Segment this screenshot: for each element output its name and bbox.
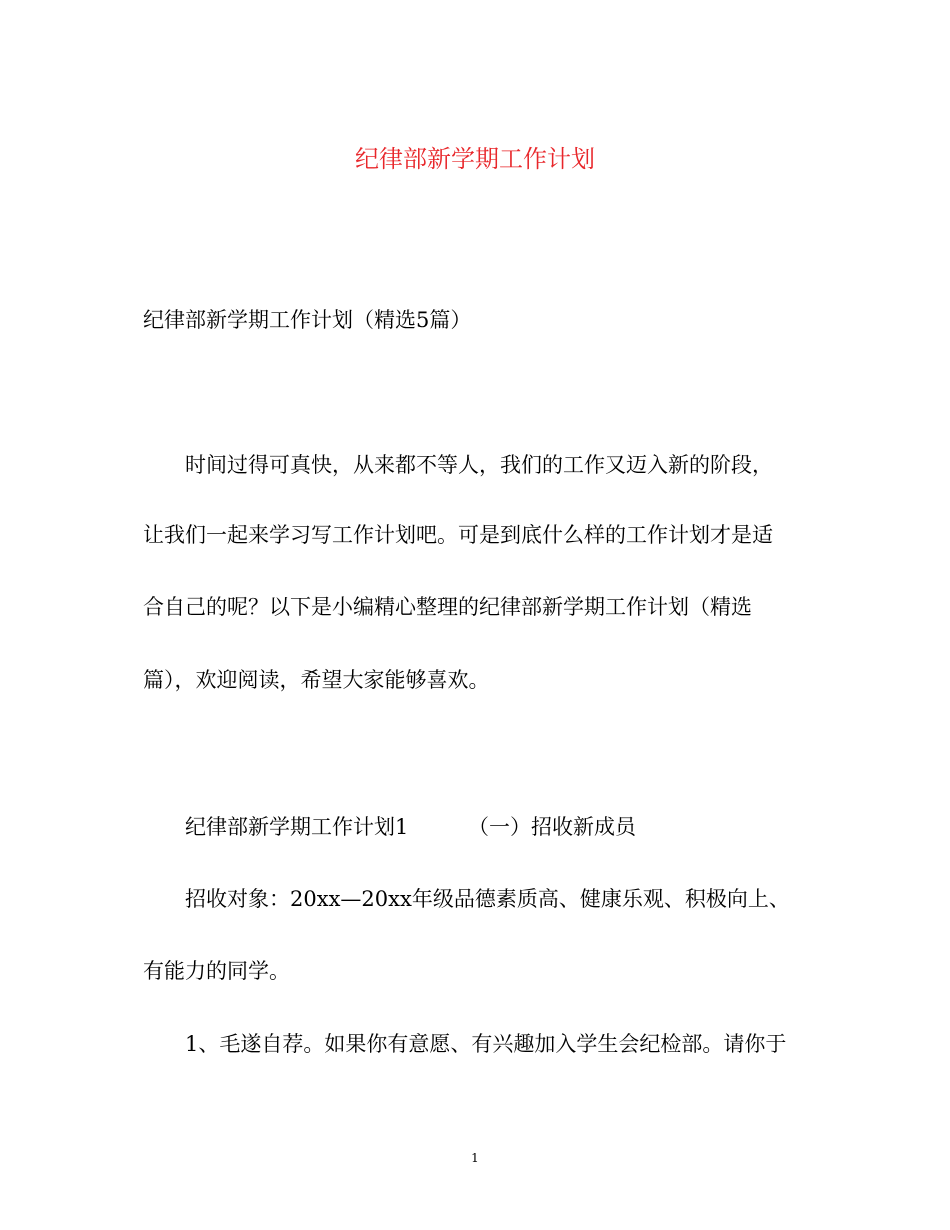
section1-subheading: （一）招收新成员	[468, 815, 636, 839]
recruit-line-1: 招收对象：20xx—20xx年级品德素质高、健康乐观、积极向上、	[185, 887, 790, 911]
document-subtitle: 纪律部新学期工作计划（精选5篇）	[143, 308, 472, 332]
item1-line: 1、毛遂自荐。如果你有意愿、有兴趣加入学生会纪检部。请你于	[185, 1032, 787, 1056]
section1-heading: 纪律部新学期工作计划1	[185, 815, 409, 839]
intro-line-4: 篇），欢迎阅读，希望大家能够喜欢。	[143, 668, 490, 692]
document-title: 纪律部新学期工作计划	[355, 145, 595, 173]
intro-line-2: 让我们一起来学习写工作计划吧。可是到底什么样的工作计划才是适	[143, 523, 773, 547]
recruit-line-2: 有能力的同学。	[143, 959, 290, 983]
intro-line-3: 合自己的呢？以下是小编精心整理的纪律部新学期工作计划（精选	[143, 595, 752, 619]
intro-line-1: 时间过得可真快，从来都不等人，我们的工作又迈入新的阶段，	[185, 453, 773, 477]
page-number: 1	[471, 1151, 479, 1165]
